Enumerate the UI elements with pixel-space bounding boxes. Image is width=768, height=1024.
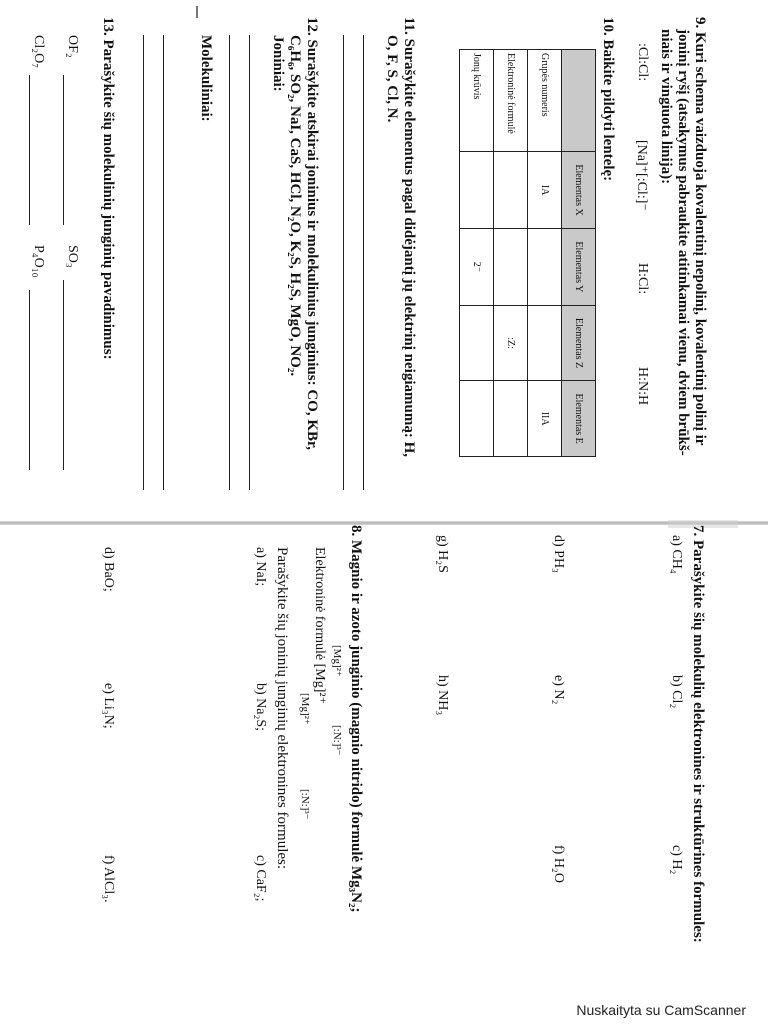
q13-item: Cl₂O₇ (31, 35, 46, 69)
q9-line-2: joninį ryšį (atsakymus pabraukite atitinkamai vienu, dviem brūkš- (675, 29, 691, 456)
q9-line-1: 9. Kuri schema vaizduoja kovalentinį nepolinį, kovalentinį polinį ir (692, 17, 708, 446)
q8-ion: [:N:]³⁻ (299, 789, 311, 820)
camscanner-watermark: Nuskaityta su CamScanner (576, 1002, 746, 1018)
q8-label: Elektroninė formulė [Mg]²⁺ (312, 547, 327, 704)
q13-title: 13. Parašykite šių molekulinių junginių pavadinimus: (100, 17, 116, 360)
table-cell (494, 152, 528, 229)
table-cell (460, 305, 494, 381)
answer-line (29, 75, 30, 225)
answer-line (29, 290, 30, 470)
answer-line (229, 35, 230, 490)
table-cell: IIA (528, 381, 562, 457)
q11-line-2: O, F, S, Cl, N. (384, 35, 400, 123)
worksheet-page-1 (6, 5, 712, 510)
q7-item: e) N₂ (551, 675, 566, 705)
table-header: Elementas E (562, 381, 596, 457)
q8-item: b) Na₂S; (253, 683, 268, 732)
table-header: Elementas Y (562, 229, 596, 306)
q12-line-2: C₆H₆, SO₂, NaI, CaS, HCl, N₂O, K₂S, H₂S, MgO, NO₂. (287, 35, 303, 377)
q7-item: b) Cl₂ (669, 675, 684, 709)
table-cell (494, 229, 528, 306)
q8-item: e) Li₃N; (101, 683, 116, 729)
q8-item: c) CaF₂; (253, 855, 268, 902)
row-label: Jonų krūvis (460, 50, 494, 152)
formula-cl2: :Cl:Cl: (635, 43, 650, 82)
answer-line (143, 35, 144, 490)
q8-item: d) BaO; (101, 547, 116, 592)
table-row (460, 50, 494, 457)
table-cell (494, 381, 528, 457)
q12-ionic-label: Joniniai: (270, 35, 286, 92)
q8-ion: [:N:]³⁻ (331, 725, 343, 756)
q7-item: f) H₂O (551, 845, 566, 883)
answer-line (343, 35, 344, 490)
q7-item: d) PH₃ (551, 535, 566, 573)
q13-item: SO₃ (65, 245, 80, 268)
q7-item: c) H₂ (669, 845, 684, 875)
q11-line-1: 11. Surašykite elementus pagal didėjantį jų elektrinį neigiamumą: H, (401, 17, 417, 458)
q13-item: OF₂ (65, 35, 80, 58)
table-header-row (562, 50, 596, 457)
table-row (494, 50, 528, 457)
row-label: Elektroninė formulė (494, 50, 528, 152)
q8-ion: [Mg]²⁺ (331, 645, 343, 677)
table-cell: :Z: (494, 305, 528, 381)
q8-task: Parašykite šių joninių junginių elektronines formules: (274, 547, 290, 870)
table-cell (528, 229, 562, 306)
q10-title: 10. Baikite pildyti lentelę: (600, 17, 616, 182)
table-cell: 2⁻ (460, 229, 494, 306)
q7-item: g) H₂S (435, 535, 450, 573)
table-header: Elementas X (562, 152, 596, 229)
answer-line (249, 35, 250, 490)
q13-item: P₄O₁₀ (31, 245, 46, 278)
table-cell: IA (528, 152, 562, 229)
worksheet-page-2 (6, 525, 712, 1000)
q10-table (459, 49, 596, 457)
formula-nacl: [Na]⁺[:Cl:]⁻ (634, 140, 649, 211)
q7-item: h) NH₃ (435, 675, 450, 716)
q9-line-3: niais ir vingiuota linija): (658, 29, 674, 185)
q8-line-1: 8. Magnio ir azoto junginio (magnio nitrido) formulė Mg₃N₂; (348, 525, 364, 913)
table-header: Elementas Z (562, 305, 596, 381)
answer-line (63, 280, 64, 470)
table-cell (528, 305, 562, 381)
q7-item: a) CH₄ (669, 535, 684, 574)
table-cell (460, 152, 494, 229)
q8-item: f) AlCl₃. (101, 855, 116, 903)
q8-ion: [Mg]²⁺ (299, 693, 311, 725)
table-cell (460, 381, 494, 457)
q12-line-1: 12. Surašykite atskirai joninius ir molekulinius junginius: CO, KBr, (304, 17, 320, 451)
q12-molecular-label: Molekuliniai: (198, 35, 214, 122)
formula-nh2: H:N:H (635, 367, 650, 406)
formula-hcl: H:Cl: (635, 263, 650, 295)
q8-item: a) NaI; (253, 547, 268, 587)
answer-line (63, 75, 64, 225)
answer-line (163, 35, 164, 490)
answer-line (363, 35, 364, 490)
row-label: Grupės numeris (528, 50, 562, 152)
table-row (528, 50, 562, 457)
q7-title: 7. Parašykite šių molekulių elektronines ir struktūrines formules: (690, 525, 706, 943)
table-header (562, 50, 596, 152)
